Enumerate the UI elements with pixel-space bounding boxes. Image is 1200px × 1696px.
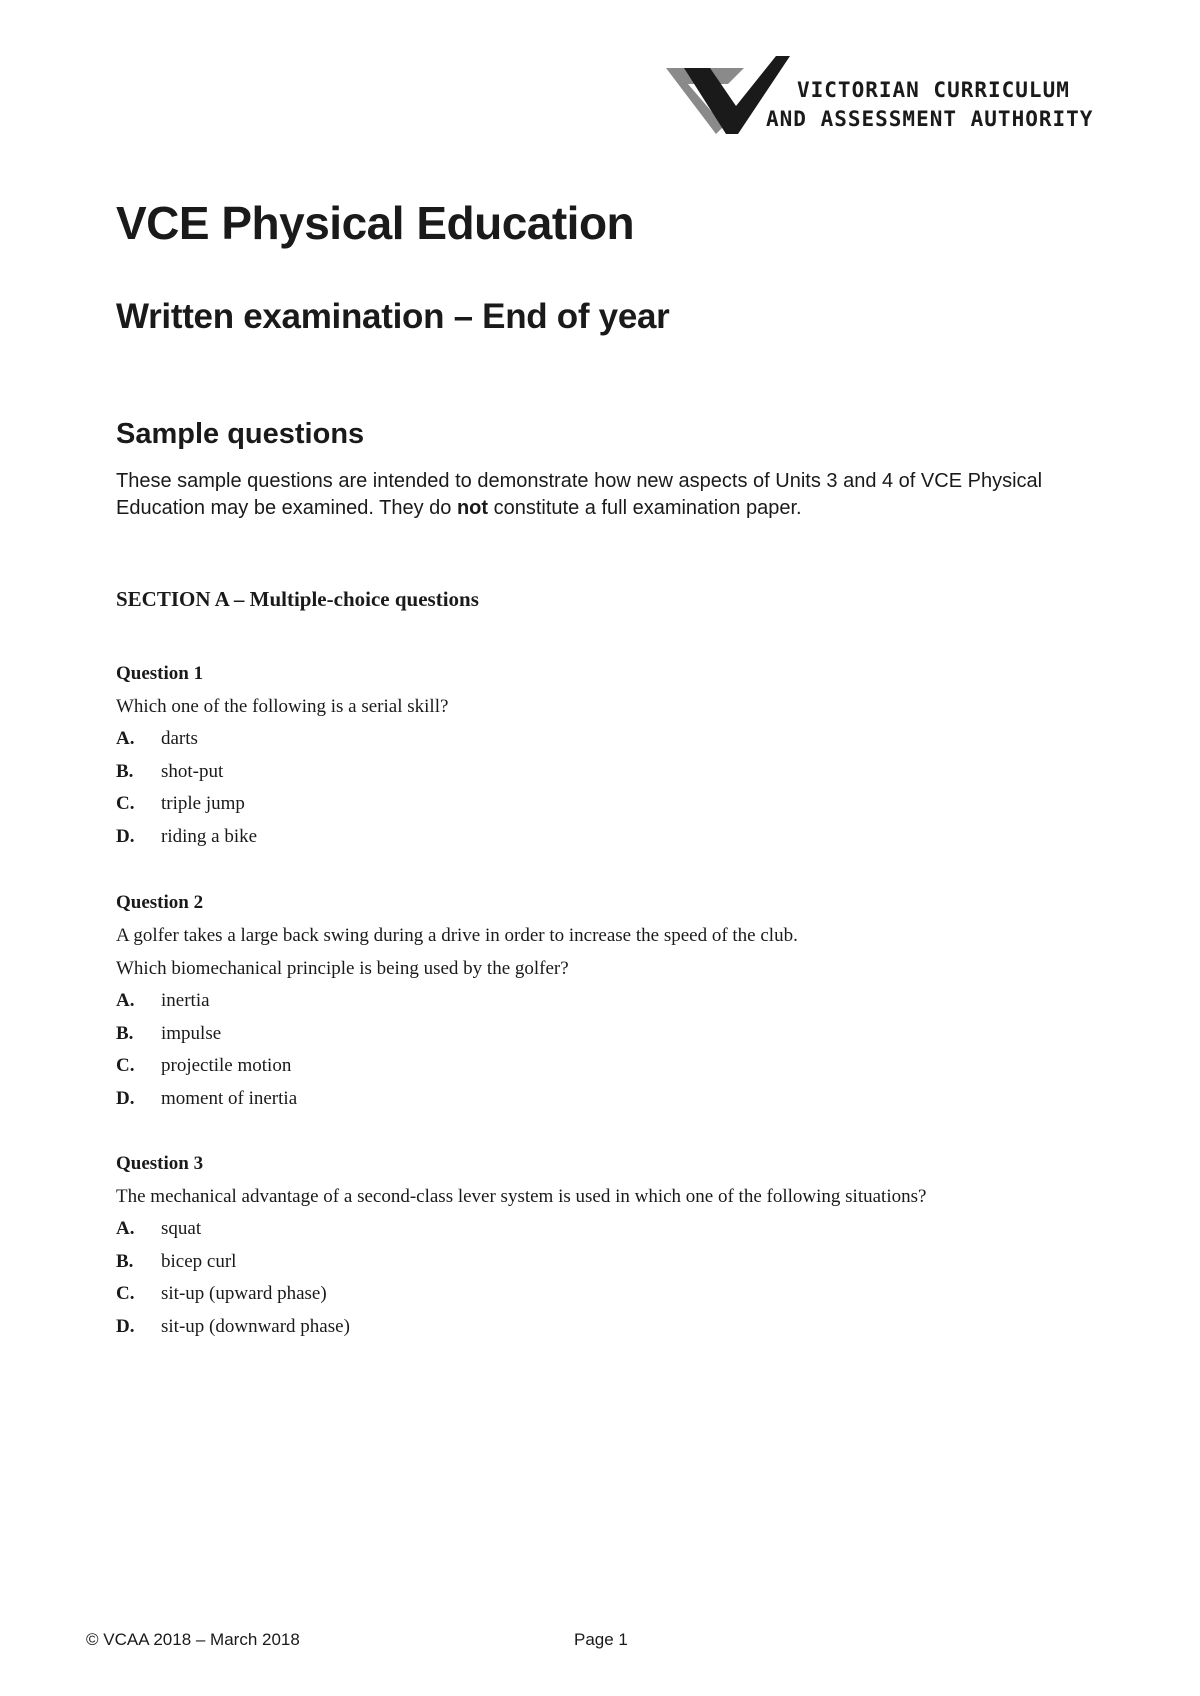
option-text: squat (161, 1218, 202, 1239)
question-stem: A golfer takes a large back swing during a drive in order to increase the speed of the club. (116, 925, 798, 946)
option-letter: C. (116, 1283, 135, 1304)
option-text: riding a bike (161, 825, 258, 847)
option-text: shot-put (161, 760, 224, 782)
intro-text-part2: constitute a full examination paper. (488, 497, 802, 519)
option-letter: A. (116, 728, 135, 749)
option-letter: B. (116, 1022, 134, 1044)
intro-bold-word: not (456, 497, 489, 519)
document-title: VCE Physical Education (116, 197, 635, 249)
option-a[interactable] (116, 1213, 1116, 1246)
option-b[interactable] (116, 756, 1116, 789)
option-d[interactable] (116, 1083, 1116, 1116)
option-text: darts (161, 728, 198, 749)
section-a-heading: SECTION A – Multiple-choice questions (116, 587, 479, 611)
option-text: sit-up (upward phase) (161, 1283, 327, 1304)
option-c[interactable] (116, 1050, 1116, 1083)
option-c[interactable] (116, 788, 1116, 821)
option-letter: D. (116, 1315, 135, 1337)
sample-questions-heading: Sample questions (116, 418, 365, 450)
option-b[interactable] (116, 1018, 1116, 1051)
option-b[interactable] (116, 1246, 1116, 1279)
option-d[interactable] (116, 821, 1116, 854)
option-letter: D. (116, 1087, 135, 1109)
logo-text-line2: AND ASSESSMENT AUTHORITY (766, 107, 1094, 131)
document-subtitle: Written examination – End of year (116, 297, 670, 336)
question-stem: The mechanical advantage of a second-class lever system is used in which one of the following situations? (116, 1186, 927, 1207)
option-text: projectile motion (161, 1055, 292, 1076)
option-letter: D. (116, 825, 135, 847)
question-3 (116, 1148, 1116, 1343)
intro-paragraph (116, 468, 1076, 522)
option-letter: A. (116, 1218, 135, 1239)
question-stem: Which biomechanical principle is being used by the golfer? (116, 958, 569, 979)
vcaa-logo (666, 50, 1106, 140)
option-c[interactable] (116, 1278, 1116, 1311)
option-letter: A. (116, 990, 135, 1011)
question-stem: Which one of the following is a serial skill? (116, 696, 449, 717)
option-d[interactable] (116, 1311, 1116, 1344)
option-text: bicep curl (161, 1250, 237, 1272)
option-text: impulse (161, 1022, 222, 1044)
option-letter: B. (116, 760, 134, 782)
option-text: moment of inertia (161, 1087, 298, 1109)
option-text: triple jump (161, 793, 245, 814)
option-letter: C. (116, 1055, 135, 1076)
option-letter: B. (116, 1250, 134, 1272)
question-title: Question 2 (116, 892, 204, 913)
logo-text-line1: VICTORIAN CURRICULUM (797, 78, 1070, 102)
question-title: Question 1 (116, 663, 204, 684)
footer-page-number: Page 1 (574, 1630, 628, 1649)
option-letter: C. (116, 793, 135, 814)
option-text: sit-up (downward phase) (161, 1315, 350, 1337)
option-a[interactable] (116, 985, 1116, 1018)
footer-copyright: © VCAA 2018 – March 2018 (86, 1630, 300, 1649)
intro-text-part1: These sample questions are intended to demonstrate how new aspects of Units 3 and 4 of VCE Physical Education may be examined. They do (116, 470, 1043, 519)
option-a[interactable] (116, 723, 1116, 756)
question-title: Question 3 (116, 1153, 204, 1174)
question-2 (116, 887, 1116, 1115)
option-text: inertia (161, 990, 210, 1011)
question-1 (116, 658, 1116, 853)
